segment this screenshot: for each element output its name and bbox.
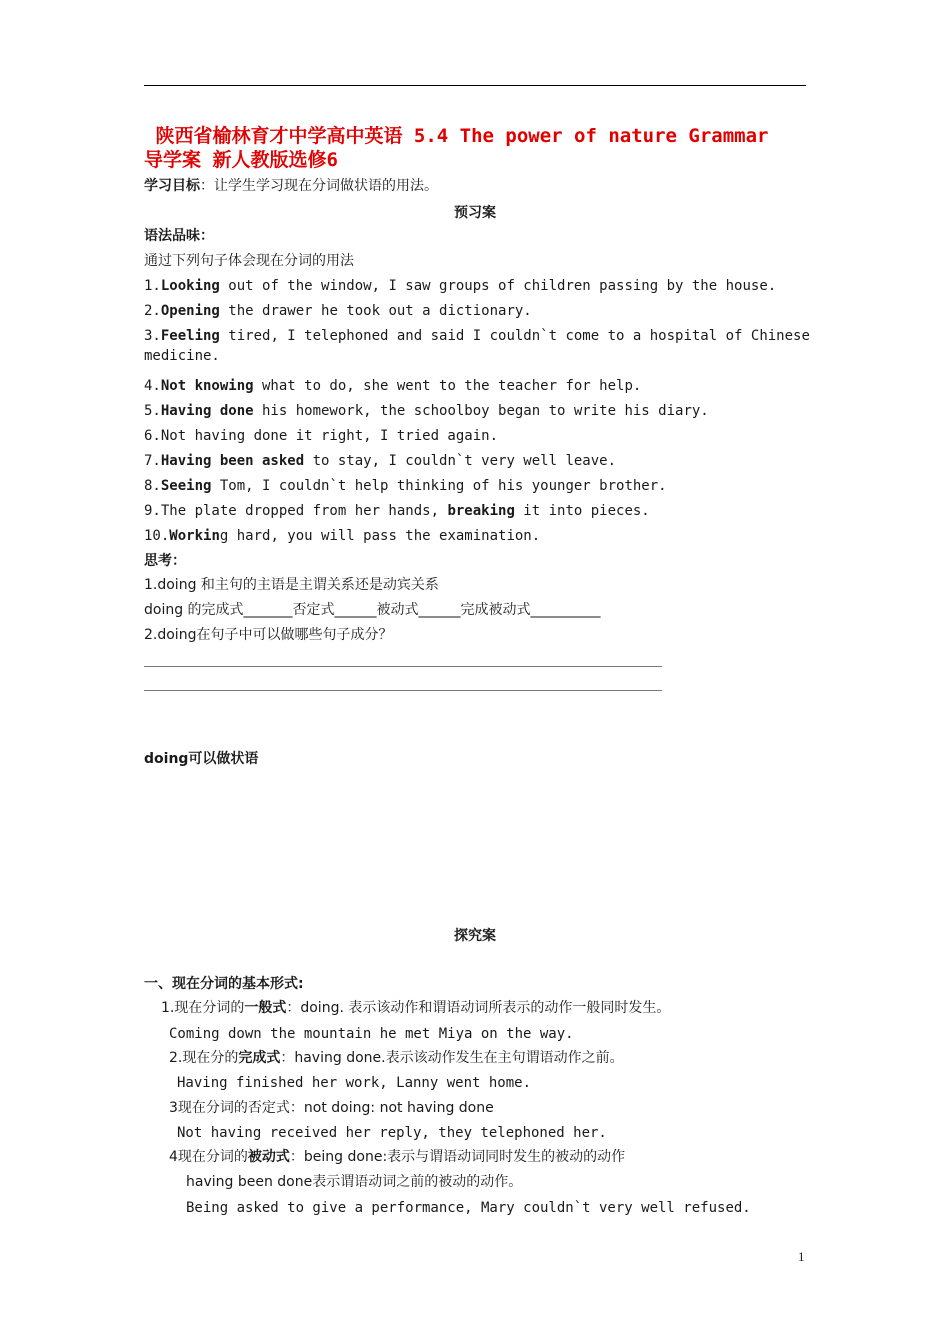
sentence-3-cont: medicine.	[144, 348, 220, 364]
preview-heading: 预习案	[454, 205, 496, 221]
question-1-forms: doing 的完成式_______否定式______被动式______完成被动式__________	[144, 602, 601, 618]
sentence-7: 7.Having been asked to stay, I couldn`t very well leave.	[144, 453, 617, 469]
doc-title-line1: 陕西省榆林育才中学高中英语 5.4 The power of nature Grammar	[144, 125, 769, 147]
sentence-2: 2.Opening the drawer he took out a dictionary.	[144, 303, 532, 319]
form-2-example: Having finished her work, Lanny went home.	[177, 1075, 532, 1091]
page-number: 1	[798, 1249, 805, 1264]
sentence-8: 8.Seeing Tom, I couldn`t help thinking of his younger brother.	[144, 478, 667, 494]
section-1-heading: 一、现在分词的基本形式:	[144, 976, 304, 992]
header-rule	[144, 85, 806, 86]
sentence-9: 9.The plate dropped from her hands, breaking it into pieces.	[144, 503, 650, 519]
answer-line-1	[144, 666, 662, 667]
form-4-example: Being asked to give a performance, Mary couldn`t very well refused.	[186, 1200, 751, 1216]
goal-label: 学习目标	[144, 178, 200, 194]
taste-label: 语法品味：	[144, 228, 214, 244]
preview-intro: 通过下列句子体会现在分词的用法	[144, 253, 354, 269]
form-1: 1.现在分词的一般式：doing. 表示该动作和谓语动词所表示的动作一般同时发生。	[161, 1000, 671, 1016]
adverbial-heading: doing可以做状语	[144, 751, 259, 767]
sentence-5: 5.Having done his homework, the schoolboy began to write his diary.	[144, 403, 709, 419]
goal-text: ：让学生学习现在分词做状语的用法。	[200, 178, 438, 194]
sentence-6: 6.Not having done it right, I tried again.	[144, 428, 499, 444]
sentence-3: 3.Feeling tired, I telephoned and said I couldn`t come to a hospital of Chinese	[144, 328, 810, 344]
form-3: 3现在分词的否定式：not doing: not having done	[169, 1100, 494, 1116]
sentence-4: 4.Not knowing what to do, she went to the teacher for help.	[144, 378, 642, 394]
form-2: 2.现在分的完成式：having done.表示该动作发生在主句谓语动作之前。	[169, 1050, 624, 1066]
answer-line-2	[144, 690, 662, 691]
sentence-10: 10.Working hard, you will pass the examination.	[144, 528, 541, 544]
explore-heading: 探究案	[454, 928, 496, 944]
form-4: 4现在分词的被动式：being done:表示与谓语动词同时发生的被动的动作	[169, 1149, 626, 1165]
form-3-example: Not having received her reply, they telephoned her.	[177, 1125, 607, 1141]
sentence-1: 1.Looking out of the window, I saw groups of children passing by the house.	[144, 278, 777, 294]
doc-title-line2: 导学案 新人教版选修6	[144, 149, 338, 171]
question-2: 2.doing在句子中可以做哪些句子成分？	[144, 627, 393, 643]
question-1: 1.doing 和主句的主语是主谓关系还是动宾关系	[144, 577, 439, 593]
form-1-example: Coming down the mountain he met Miya on the way.	[169, 1026, 574, 1042]
learning-goal	[144, 177, 438, 195]
form-4-perfect: having been done表示谓语动词之前的被动的动作。	[186, 1174, 523, 1190]
think-label: 思考：	[144, 553, 186, 569]
